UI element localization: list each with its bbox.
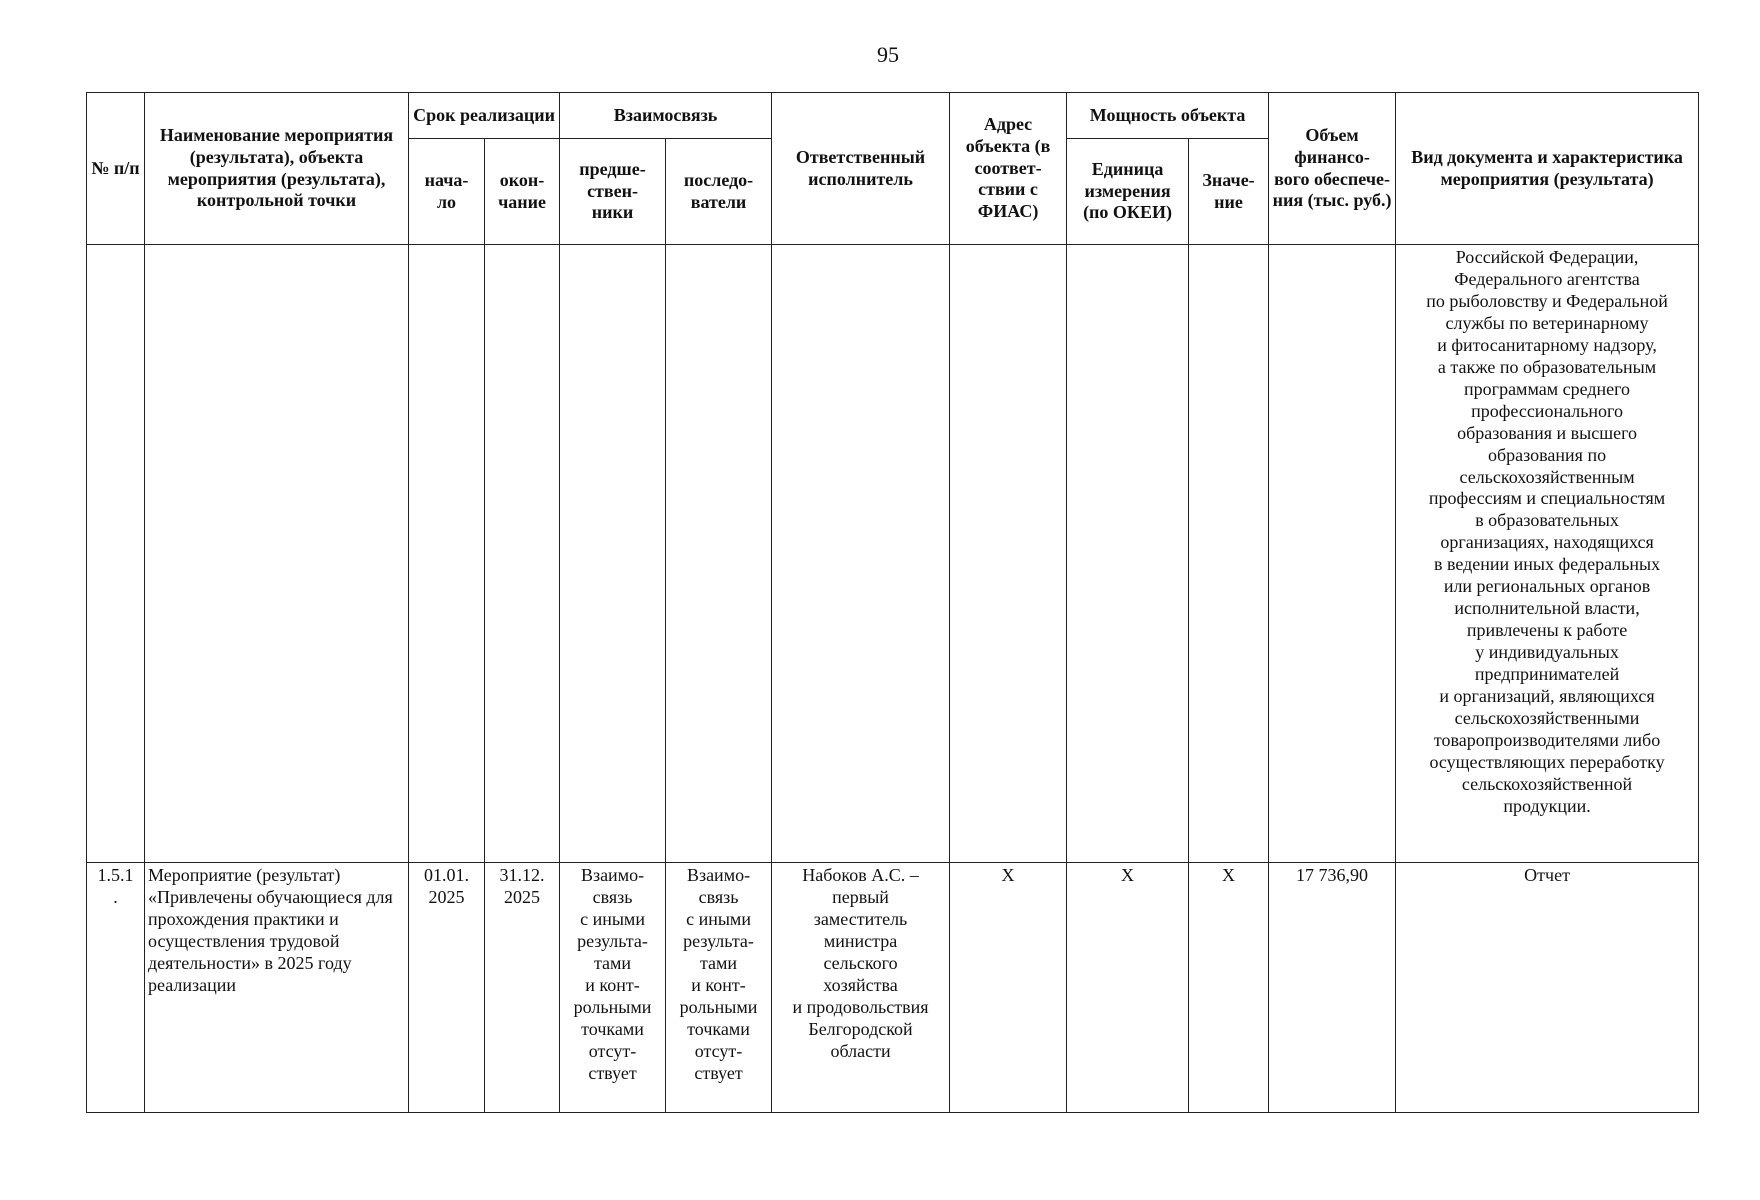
cont-cell-responsible — [772, 245, 950, 863]
header-capacity: Мощность объекта — [1067, 93, 1269, 139]
header-term-end: окон- чание — [485, 139, 560, 245]
header-relation-next: последо- ватели — [666, 139, 772, 245]
header-relation: Взаимосвязь — [560, 93, 772, 139]
cont-cell-unit — [1067, 245, 1189, 863]
page-number: 95 — [877, 42, 899, 67]
header-num: № п/п — [87, 93, 145, 245]
cont-cell-doc: Российской Федерации, Федерального агентства по рыболовству и Федеральной службы по ветеринарному и фитосанитарному надзору, а также по образовательным программам среднего профессионального образования и высшего образования по сельскохозяйственным профессиям и специальностям в образовательных организациях, находящихся в ведении иных федеральных или региональных органов исполнительной власти, привлечены к работе у индивидуальных предпринимателей и организаций, являющихся сельскохозяйственными товаропроизводителями либо осуществляющих переработку сельскохозяйственной продукции. — [1396, 245, 1699, 863]
header-capacity-value: Значе- ние — [1189, 139, 1269, 245]
cont-cell-num — [87, 245, 145, 863]
cont-cell-name — [145, 245, 409, 863]
header-capacity-unit: Единица измерения (по ОКЕИ) — [1067, 139, 1189, 245]
row-unit: Х — [1067, 863, 1189, 1113]
activities-table — [86, 92, 1699, 1113]
cont-cell-volume — [1269, 245, 1396, 863]
cont-cell-address — [950, 245, 1067, 863]
header-address: Адрес объекта (в соответ-ствии с ФИАС) — [950, 93, 1067, 245]
header-relation-prev: предше- ствен- ники — [560, 139, 666, 245]
cont-cell-prev — [560, 245, 666, 863]
table-row — [87, 863, 1699, 1113]
row-volume: 17 736,90 — [1269, 863, 1396, 1113]
header-name: Наименование мероприятия (результата), объекта мероприятия (результата), контрольной точки — [145, 93, 409, 245]
cont-cell-value — [1189, 245, 1269, 863]
row-responsible: Набоков А.С. – первый заместитель министра сельского хозяйства и продовольствия Белгородской области — [772, 863, 950, 1113]
row-next: Взаимо- связь с иными результа- тами и конт- рольными точками отсут- ствует — [666, 863, 772, 1113]
header-doc-type: Вид документа и характеристика мероприятия (результата) — [1396, 93, 1699, 245]
row-end: 31.12. 2025 — [485, 863, 560, 1113]
header-term: Срок реализации — [409, 93, 560, 139]
continuation-row — [87, 245, 1699, 863]
cont-cell-end — [485, 245, 560, 863]
row-doc: Отчет — [1396, 863, 1699, 1113]
row-num: 1.5.1 . — [87, 863, 145, 1113]
row-start: 01.01. 2025 — [409, 863, 485, 1113]
row-value: Х — [1189, 863, 1269, 1113]
cont-cell-next — [666, 245, 772, 863]
header-volume: Объем финансо- вого обеспече- ния (тыс. руб.) — [1269, 93, 1396, 245]
header-responsible: Ответственный исполнитель — [772, 93, 950, 245]
header-term-start: нача- ло — [409, 139, 485, 245]
row-address: Х — [950, 863, 1067, 1113]
row-prev: Взаимо- связь с иными результа- тами и конт- рольными точками отсут- ствует — [560, 863, 666, 1113]
header-row-1 — [87, 93, 1699, 139]
cont-cell-start — [409, 245, 485, 863]
row-name: Мероприятие (результат) «Привлечены обучающиеся для прохождения практики и осуществления трудовой деятельности» в 2025 году реализации — [145, 863, 409, 1113]
